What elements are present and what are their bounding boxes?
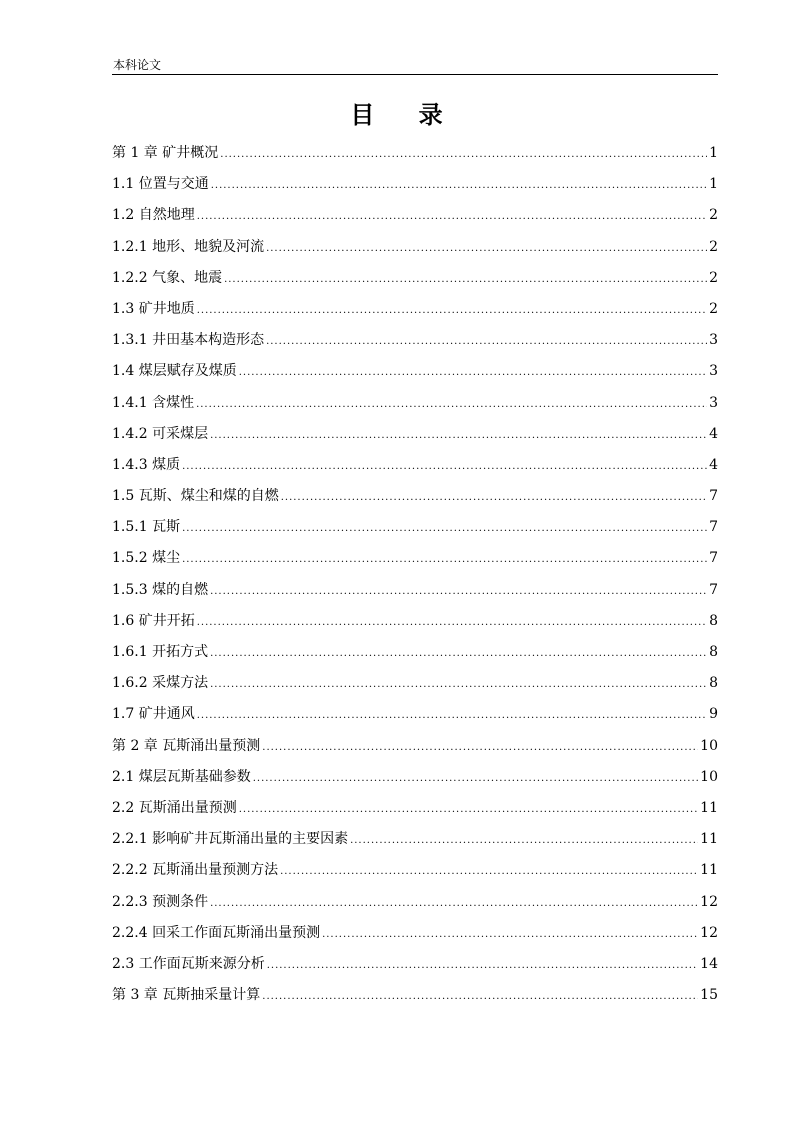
toc-entry-page: 2: [709, 269, 718, 286]
toc-leader-dots: [197, 206, 707, 228]
toc-leader-dots: [322, 924, 698, 946]
toc-entry[interactable]: [112, 454, 718, 485]
toc-leader-dots: [281, 487, 707, 509]
toc-entry-label: 1.4.2 可采煤层: [112, 425, 209, 442]
toc-entry-label: 1.4.3 煤质: [112, 456, 181, 473]
toc-entry[interactable]: [112, 766, 718, 797]
toc-entry-label: 2.2.1 影响矿井瓦斯涌出量的主要因素: [112, 831, 349, 848]
toc-entry[interactable]: [112, 423, 718, 454]
toc-entry-page: 2: [709, 207, 718, 224]
toc-entry-label: 1.2.1 地形、地貌及河流: [112, 238, 265, 255]
toc-entry[interactable]: [112, 953, 718, 984]
toc-entry-page: 3: [709, 363, 718, 380]
toc-entry[interactable]: [112, 672, 718, 703]
toc-entry-label: 1.4.1 含煤性: [112, 394, 195, 411]
toc-entry-page: 2: [709, 300, 718, 317]
running-header: 本科论文: [113, 58, 162, 72]
toc-entry-label: 1.3 矿井地质: [112, 300, 195, 317]
toc-entry-label: 2.2.2 瓦斯涌出量预测方法: [112, 862, 279, 879]
toc-entry-label: 第 3 章 瓦斯抽采量计算: [112, 987, 261, 1004]
toc-entry-page: 11: [700, 799, 718, 816]
toc-entry[interactable]: [112, 236, 718, 267]
toc-leader-dots: [267, 955, 698, 977]
toc-entry[interactable]: [112, 641, 718, 672]
toc-entry-label: 1.5.3 煤的自燃: [112, 581, 209, 598]
toc-entry-label: 1.1 位置与交通: [112, 176, 209, 193]
toc-leader-dots: [197, 705, 707, 727]
toc-leader-dots: [210, 425, 707, 447]
toc-entry-label: 1.5 瓦斯、煤尘和煤的自燃: [112, 488, 279, 505]
toc-leader-dots: [182, 518, 707, 540]
toc-leader-dots: [210, 581, 707, 603]
toc-entry-page: 8: [709, 612, 718, 629]
toc-entry[interactable]: [112, 392, 718, 423]
toc-entry-page: 1: [709, 176, 718, 193]
toc-entry[interactable]: [112, 547, 718, 578]
toc-entry-page: 11: [700, 862, 718, 879]
toc-entry-label: 1.2.2 气象、地震: [112, 269, 223, 286]
toc-entry-page: 7: [709, 488, 718, 505]
toc-entry[interactable]: [112, 797, 718, 828]
toc-entry-label: 1.5.2 煤尘: [112, 550, 181, 567]
toc-entry-page: 1: [709, 145, 718, 161]
toc-entry[interactable]: [112, 267, 718, 298]
toc-leader-dots: [210, 674, 707, 696]
toc-entry-label: 1.3.1 井田基本构造形态: [112, 332, 265, 349]
toc-leader-dots: [197, 300, 707, 322]
toc-entry[interactable]: [112, 579, 718, 610]
toc-entry-label: 1.6.1 开拓方式: [112, 644, 209, 660]
toc-entry-page: 7: [709, 519, 718, 536]
toc-entry[interactable]: [112, 735, 718, 766]
toc-entry[interactable]: [112, 360, 718, 391]
toc-entry[interactable]: [112, 298, 718, 329]
toc-leader-dots: [253, 768, 698, 790]
toc-entry[interactable]: [112, 922, 718, 953]
page-title: 目 录: [350, 101, 461, 129]
toc-entry-page: 11: [700, 831, 718, 848]
toc-entry-page: 15: [700, 987, 718, 1004]
toc-entry-label: 2.2.3 预测条件: [112, 893, 209, 910]
toc-entry[interactable]: [112, 703, 718, 734]
toc-entry-label: 2.2.4 回采工作面瓦斯涌出量预测: [112, 924, 321, 941]
toc-entry-label: 1.6 矿井开拓: [112, 612, 195, 629]
toc-leader-dots: [239, 799, 698, 821]
toc-leader-dots: [182, 549, 707, 571]
toc-entry[interactable]: [112, 891, 718, 922]
toc-entry[interactable]: [112, 984, 718, 1015]
toc-entry-page: 10: [700, 768, 718, 785]
toc-entry-label: 2.3 工作面瓦斯来源分析: [112, 955, 265, 972]
toc-leader-dots: [262, 737, 698, 759]
toc-entry-page: 2: [709, 238, 718, 255]
toc-entry-page: 4: [709, 456, 718, 473]
toc-entry[interactable]: [112, 173, 718, 204]
toc-entry-page: 8: [709, 675, 718, 692]
toc-entry-label: 2.2 瓦斯涌出量预测: [112, 799, 237, 816]
toc-leader-dots: [239, 362, 707, 384]
toc-entry-page: 4: [709, 425, 718, 442]
toc-entry[interactable]: [112, 828, 718, 859]
toc-leader-dots: [210, 893, 698, 915]
toc-entry-label: 1.2 自然地理: [112, 207, 195, 224]
toc-entry-page: 14: [700, 955, 718, 972]
toc-entry-page: 10: [700, 737, 718, 754]
header-rule: [112, 74, 718, 75]
toc-leader-dots: [262, 986, 698, 1008]
toc-entry-page: 8: [709, 644, 718, 660]
toc-leader-dots: [210, 643, 707, 665]
table-of-contents: [112, 142, 718, 1015]
toc-leader-dots: [280, 861, 698, 883]
toc-entry-label: 第 2 章 瓦斯涌出量预测: [112, 737, 261, 754]
toc-entry-label: 第 1 章 矿井概况: [112, 145, 219, 161]
toc-leader-dots: [224, 269, 707, 291]
toc-leader-dots: [196, 394, 707, 416]
toc-entry-label: 1.4 煤层赋存及煤质: [112, 363, 237, 380]
toc-entry-page: 7: [709, 581, 718, 598]
toc-entry[interactable]: [112, 329, 718, 360]
toc-entry-label: 2.1 煤层瓦斯基础参数: [112, 768, 251, 785]
toc-entry[interactable]: [112, 859, 718, 890]
toc-leader-dots: [211, 175, 707, 197]
toc-entry[interactable]: [112, 516, 718, 547]
toc-entry-page: 12: [700, 893, 718, 910]
toc-entry-page: 3: [709, 394, 718, 411]
toc-leader-dots: [220, 144, 707, 166]
toc-entry-page: 12: [700, 924, 718, 941]
toc-entry[interactable]: [112, 142, 718, 173]
toc-leader-dots: [266, 331, 707, 353]
toc-entry[interactable]: [112, 204, 718, 235]
toc-entry-page: 3: [709, 332, 718, 349]
toc-entry-label: 1.5.1 瓦斯: [112, 519, 181, 536]
toc-entry[interactable]: [112, 610, 718, 641]
toc-leader-dots: [197, 612, 707, 634]
toc-leader-dots: [266, 238, 707, 260]
toc-entry-page: 9: [709, 706, 718, 723]
toc-entry-label: 1.6.2 采煤方法: [112, 675, 209, 692]
toc-leader-dots: [350, 830, 698, 852]
toc-entry-page: 7: [709, 550, 718, 567]
toc-leader-dots: [182, 456, 707, 478]
toc-entry-label: 1.7 矿井通风: [112, 706, 195, 723]
toc-entry[interactable]: [112, 485, 718, 516]
